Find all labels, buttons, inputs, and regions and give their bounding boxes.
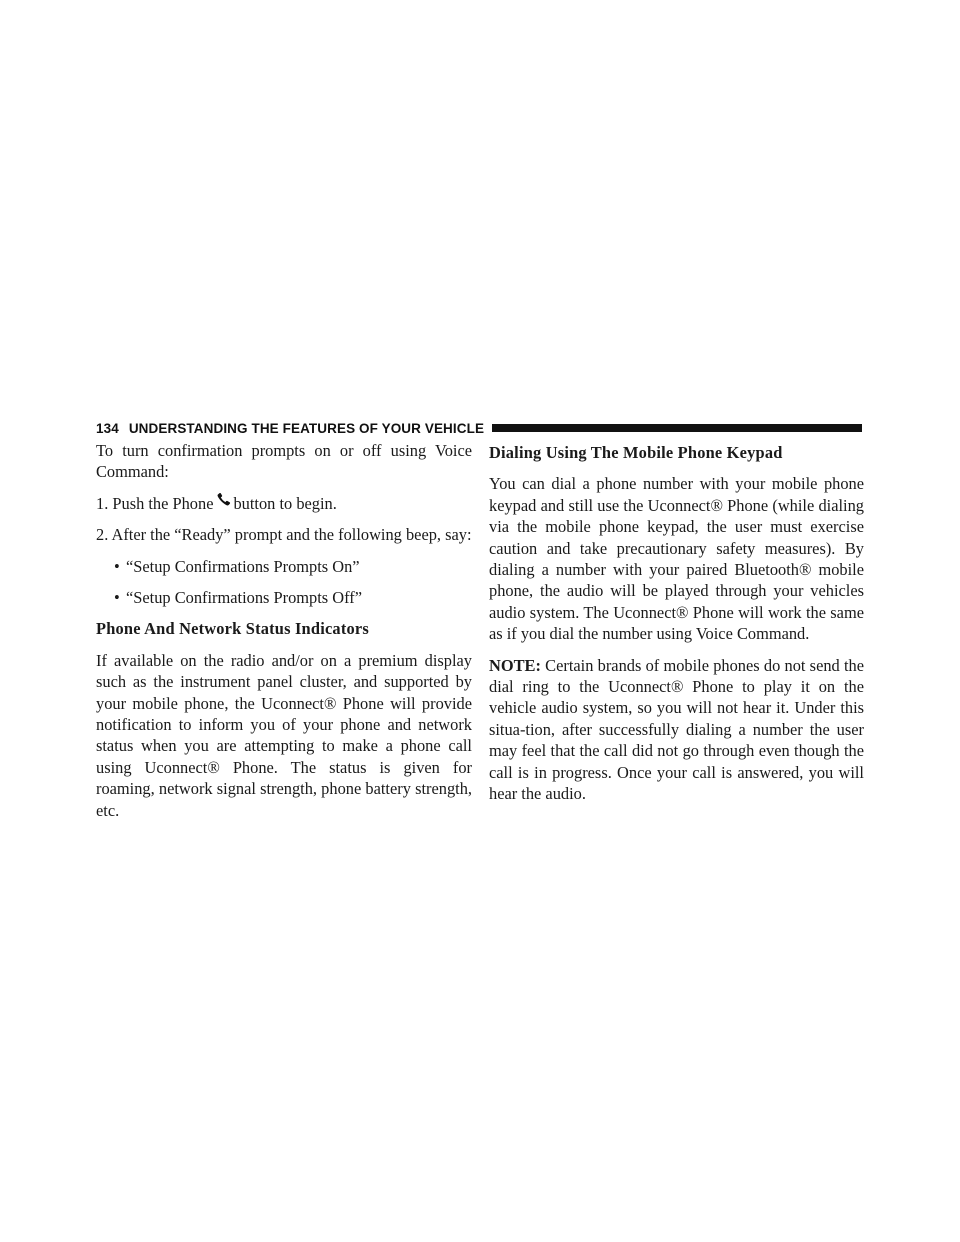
- step-1-text-before: 1. Push the Phone: [96, 493, 214, 513]
- right-column: [489, 440, 864, 815]
- note-paragraph: [489, 655, 864, 805]
- left-column: [96, 440, 472, 831]
- bullet-text: “Setup Confirmations Prompts On”: [126, 556, 360, 576]
- page-number: 134: [96, 420, 119, 436]
- status-indicators-paragraph: If available on the radio and/or on a premium display such as the instrument panel cluster, and supported by your mobile phone, the Uconnect® Phone will provide notification to inform you of your phone and network status when you are attempting to make a phone call using Uconnect® Phone. The status is given for roaming, network signal strength, phone battery strength, etc.: [96, 650, 472, 820]
- bullet-item: [96, 587, 472, 608]
- bullet-text: “Setup Confirmations Prompts Off”: [126, 588, 362, 608]
- note-text: Certain brands of mobile phones do not send the dial ring to the Uconnect® Phone to play it on the vehicle audio system, so you will not hear it. Under this situa-tion, after successfully dialing a number the user may feel that the call did not go through even though the call is in progress. Once your call is answered, you will hear the audio.: [489, 655, 864, 804]
- bullet-item: [96, 556, 472, 577]
- page-header: [96, 418, 862, 438]
- section-heading-status-indicators: Phone And Network Status Indicators: [96, 619, 369, 639]
- section-title: UNDERSTANDING THE FEATURES OF YOUR VEHICLE: [128, 420, 485, 436]
- header-rule: [492, 424, 862, 432]
- dialing-paragraph: You can dial a phone number with your mobile phone keypad and still use the Uconnect® Phone (while dialing via the mobile phone keypad, the user must exercise caution and take precautionary safety measures). By dialing a number with your paired Bluetooth® mobile phone, the audio will be played through your vehicles audio system. The Uconnect® Phone will work the same as if you dial the number using Voice Command.: [489, 474, 864, 644]
- intro-paragraph: To turn confirmation prompts on or off using Voice Command:: [96, 441, 472, 482]
- bullet-dot-icon: •: [114, 556, 120, 576]
- section-heading-dialing-keypad: Dialing Using The Mobile Phone Keypad: [489, 443, 783, 462]
- phone-icon: [216, 493, 232, 507]
- step-1-text-after: button to begin.: [233, 493, 337, 513]
- bullet-dot-icon: •: [114, 588, 120, 608]
- step-2: 2. After the “Ready” prompt and the following beep, say:: [96, 525, 472, 545]
- note-label: NOTE:: [489, 655, 541, 675]
- step-1: [96, 493, 472, 514]
